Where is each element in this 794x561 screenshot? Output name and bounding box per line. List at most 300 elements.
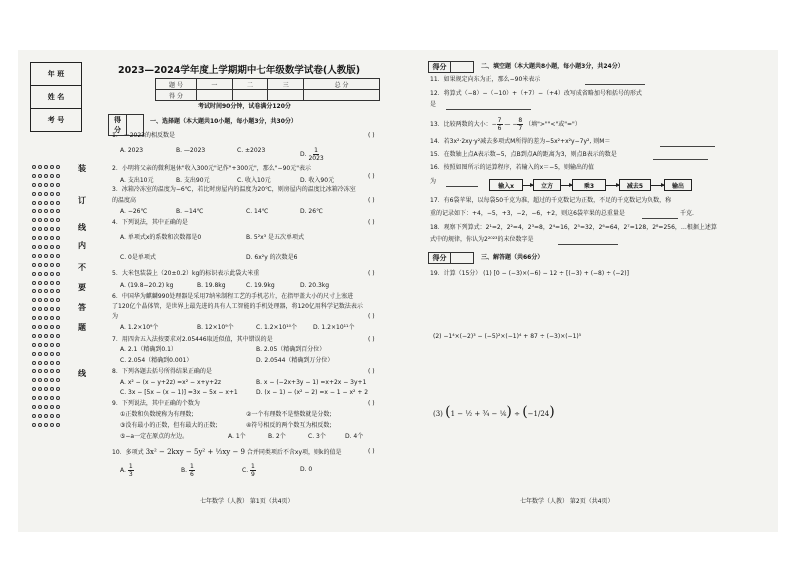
bubble-icon[interactable] — [32, 369, 36, 373]
q9-statement-3: ③没有最小的正数，但有最大的正数; — [120, 422, 218, 429]
bubble-icon[interactable] — [56, 209, 60, 213]
q17-answer-line[interactable] — [642, 218, 678, 219]
bubble-icon[interactable] — [50, 263, 54, 267]
q9-bracket[interactable]: ( ) — [368, 400, 375, 407]
q2-stem: 2．小明将父亲的微利退休"收入300元"记作"+300元"，那么"−90元"表示 — [112, 165, 311, 172]
q6-option-a: A. 1.2×10⁹个 — [120, 324, 159, 331]
bubble-icon[interactable] — [38, 218, 42, 222]
bubble-icon[interactable] — [50, 218, 54, 222]
q4-option-d: D. 6x²y 的次数是6 — [246, 254, 298, 261]
bubble-icon[interactable] — [38, 254, 42, 258]
q18-answer-line[interactable] — [558, 244, 618, 245]
bubble-icon[interactable] — [44, 236, 48, 240]
bubble-icon[interactable] — [50, 245, 54, 249]
bubble-row — [32, 316, 62, 320]
bubble-icon[interactable] — [32, 325, 36, 329]
class-field[interactable]: 年 班 — [31, 63, 81, 86]
score-cell[interactable] — [268, 90, 304, 101]
bubble-icon[interactable] — [50, 405, 54, 409]
bubble-icon[interactable] — [44, 192, 48, 196]
q10-c-label: C. — [242, 467, 249, 474]
bubble-icon[interactable] — [44, 201, 48, 205]
score-table — [155, 78, 380, 101]
score-row-label: 得 分 — [156, 90, 197, 101]
q19-part1: 19．计算（15分） (1) [0 − (−3)×(−6) − 12 ÷ [(−3) + (−8) ÷ (−2)] — [430, 270, 629, 277]
q6-bracket[interactable]: ( ) — [368, 313, 375, 320]
q17-stem: 17．有6袋苹果，以每袋50千克为准，超过的千克数记为正数，不足的千克数记为负数，称 — [430, 197, 672, 204]
q8-bracket[interactable]: ( ) — [368, 368, 375, 375]
section1-heading: 一、选择题（本大题共10小题，每小题3分，共30分） — [150, 118, 297, 125]
bubble-icon[interactable] — [50, 307, 54, 311]
bubble-icon[interactable] — [56, 227, 60, 231]
q9-stem: 9．下列说法，其中正确的个数为 — [112, 400, 200, 407]
bubble-icon[interactable] — [56, 263, 60, 267]
bubble-icon[interactable] — [56, 218, 60, 222]
bubble-row — [32, 201, 62, 205]
bubble-icon[interactable] — [50, 165, 54, 169]
bubble-icon[interactable] — [44, 405, 48, 409]
bubble-icon[interactable] — [32, 245, 36, 249]
score-box-cell[interactable] — [451, 253, 474, 264]
q5-option-a: A. (19.8−20.2) kg — [120, 282, 174, 289]
q19-p3-last: −1/24 — [527, 410, 550, 418]
q6-option-b: B. 12×10⁹个 — [197, 324, 234, 331]
bubble-row — [32, 369, 62, 373]
bubble-icon[interactable] — [38, 387, 42, 391]
bubble-icon[interactable] — [44, 423, 48, 427]
bubble-row — [32, 396, 62, 400]
bubble-icon[interactable] — [32, 289, 36, 293]
q7-stem: 7．用四舍五入法按要求对2.05446取近似值，其中错误的是 — [112, 336, 273, 343]
bubble-icon[interactable] — [32, 236, 36, 240]
bubble-row — [32, 263, 62, 267]
bubble-icon[interactable] — [38, 174, 42, 178]
q4-bracket[interactable]: ( ) — [368, 219, 375, 226]
bubble-icon[interactable] — [38, 352, 42, 356]
bubble-row — [32, 405, 62, 409]
q16-answer-line[interactable] — [446, 186, 478, 187]
bubble-row — [32, 254, 62, 258]
bubble-icon[interactable] — [44, 387, 48, 391]
bubble-icon[interactable] — [32, 405, 36, 409]
bubble-icon[interactable] — [56, 414, 60, 418]
q19-part3 — [433, 403, 555, 423]
bubble-icon[interactable] — [56, 307, 60, 311]
section2-score-box — [428, 61, 474, 73]
bubble-icon[interactable] — [50, 201, 54, 205]
bubble-icon[interactable] — [56, 183, 60, 187]
bubble-row — [32, 183, 62, 187]
section2-heading: 二、填空题（本大题共8小题，每小题3分，共24分） — [481, 63, 624, 70]
flow-arrow — [561, 185, 572, 186]
bubble-row — [32, 334, 62, 338]
bubble-icon[interactable] — [50, 289, 54, 293]
bubble-icon[interactable] — [50, 272, 54, 276]
binding-char: 线 — [78, 223, 86, 232]
student-info-box — [30, 62, 82, 132]
binding-char: 要 — [78, 283, 86, 292]
bubble-icon[interactable] — [44, 209, 48, 213]
bubble-icon[interactable] — [32, 396, 36, 400]
bubble-icon[interactable] — [32, 334, 36, 338]
q3-option-d: D. 26℃ — [300, 208, 323, 215]
bubble-icon[interactable] — [50, 423, 54, 427]
section3-heading: 三、解答题（共66分） — [481, 254, 544, 261]
bubble-icon[interactable] — [32, 272, 36, 276]
name-field[interactable]: 姓 名 — [31, 86, 81, 109]
bubble-row — [32, 423, 62, 427]
bubble-row — [32, 289, 62, 293]
bubble-icon[interactable] — [56, 343, 60, 347]
bubble-icon[interactable] — [32, 192, 36, 196]
q8-option-b: B. x − (−2x+3y − 1) =x+2x − 3y+1 — [256, 379, 367, 386]
bubble-icon[interactable] — [44, 245, 48, 249]
q5-bracket[interactable]: ( ) — [368, 270, 375, 277]
bubble-icon[interactable] — [44, 165, 48, 169]
bubble-icon[interactable] — [56, 325, 60, 329]
q13-f1-num: 7 — [497, 117, 502, 124]
bubble-icon[interactable] — [38, 307, 42, 311]
bubble-icon[interactable] — [38, 343, 42, 347]
q10-c-frac — [250, 463, 256, 478]
bubble-icon[interactable] — [44, 316, 48, 320]
bubble-icon[interactable] — [32, 361, 36, 365]
bubble-icon[interactable] — [44, 298, 48, 302]
bubble-icon[interactable] — [50, 316, 54, 320]
binding-char: 不 — [78, 263, 86, 272]
q13-f2-den: 7 — [518, 125, 523, 132]
bubble-icon[interactable] — [38, 369, 42, 373]
q13-hint: （填">""<"或"="） — [525, 121, 581, 128]
q10-option-c — [242, 463, 256, 478]
q13-lead: 13．比较两数的大小：− — [430, 121, 497, 128]
bubble-icon[interactable] — [44, 325, 48, 329]
bubble-icon[interactable] — [32, 423, 36, 427]
bubble-icon[interactable] — [32, 414, 36, 418]
bubble-row — [32, 307, 62, 311]
q5-stem: 5．大米包装袋上（20±0.2）kg的标识表示此袋大米重 — [112, 270, 260, 277]
bubble-icon[interactable] — [50, 236, 54, 240]
q10-stem — [112, 448, 341, 457]
q10-option-d: D. 0 — [300, 466, 313, 473]
bubble-icon[interactable] — [38, 201, 42, 205]
bubble-icon[interactable] — [44, 378, 48, 382]
bubble-icon[interactable] — [56, 352, 60, 356]
score-box-cell[interactable] — [451, 62, 474, 73]
bubble-icon[interactable] — [32, 298, 36, 302]
q7-option-c: C. 2.054（精确到0.001） — [120, 357, 193, 364]
q8-option-a: A. x² − (x − y+2z) =x² − x+y+2z — [120, 379, 222, 386]
bubble-icon[interactable] — [50, 298, 54, 302]
bubble-icon[interactable] — [38, 263, 42, 267]
paren-right-icon: ) — [506, 404, 512, 420]
bubble-icon[interactable] — [44, 218, 48, 222]
bubble-icon[interactable] — [32, 352, 36, 356]
bubble-icon[interactable] — [44, 369, 48, 373]
q15-stem: 15．在数轴上点A表示数−5，点B到点A的距离为3，则点B表示的数是 — [430, 151, 617, 158]
answer-bubble-grid — [32, 165, 62, 427]
bubble-icon[interactable] — [32, 263, 36, 267]
bubble-icon[interactable] — [50, 361, 54, 365]
q2-bracket[interactable]: ( ) — [368, 173, 375, 180]
score-header: 一 — [197, 79, 233, 90]
bubble-icon[interactable] — [44, 414, 48, 418]
bubble-icon[interactable] — [56, 405, 60, 409]
bubble-icon[interactable] — [56, 396, 60, 400]
bubble-row — [32, 227, 62, 231]
bubble-icon[interactable] — [32, 254, 36, 258]
bubble-icon[interactable] — [44, 183, 48, 187]
q7-option-a: A. 2.1（精确到0.1） — [120, 346, 177, 353]
q10-a-frac — [128, 463, 134, 478]
bubble-icon[interactable] — [50, 369, 54, 373]
q17-unit: 千克. — [680, 210, 694, 217]
q15-answer-line[interactable] — [653, 159, 708, 160]
bubble-icon[interactable] — [38, 227, 42, 231]
bubble-row — [32, 361, 62, 365]
exam-title: 2023—2024学年度上学期期中七年级数学试卷(人教版) — [118, 65, 361, 76]
bubble-icon[interactable] — [32, 165, 36, 169]
bubble-icon[interactable] — [44, 334, 48, 338]
bubble-icon[interactable] — [38, 192, 42, 196]
bubble-icon[interactable] — [50, 281, 54, 285]
bubble-icon[interactable] — [32, 316, 36, 320]
bubble-icon[interactable] — [44, 281, 48, 285]
bubble-icon[interactable] — [44, 263, 48, 267]
bubble-icon[interactable] — [56, 423, 60, 427]
q13-f2-num: 8 — [518, 117, 523, 124]
bubble-icon[interactable] — [56, 361, 60, 365]
bubble-icon[interactable] — [50, 227, 54, 231]
bubble-icon[interactable] — [56, 289, 60, 293]
bubble-icon[interactable] — [50, 352, 54, 356]
bubble-icon[interactable] — [32, 281, 36, 285]
bubble-icon[interactable] — [32, 174, 36, 178]
bubble-icon[interactable] — [44, 174, 48, 178]
bubble-icon[interactable] — [32, 183, 36, 187]
bubble-icon[interactable] — [44, 343, 48, 347]
q9-statement-2: ②一个有理数不是整数就是分数; — [246, 411, 332, 418]
q1-frac-den: 2023 — [308, 155, 324, 162]
q9-option-a: A. 1个 — [228, 433, 246, 440]
binding-char: 订 — [78, 196, 86, 205]
bubble-icon[interactable] — [38, 165, 42, 169]
bubble-icon[interactable] — [32, 227, 36, 231]
bubble-icon[interactable] — [44, 352, 48, 356]
flow-cube: 立方 — [533, 179, 561, 191]
bubble-icon[interactable] — [56, 165, 60, 169]
bubble-icon[interactable] — [50, 209, 54, 213]
bubble-icon[interactable] — [56, 245, 60, 249]
bubble-icon[interactable] — [38, 325, 42, 329]
bubble-icon[interactable] — [56, 387, 60, 391]
q3-option-c: C. 14℃ — [246, 208, 269, 215]
bubble-icon[interactable] — [56, 201, 60, 205]
bubble-icon[interactable] — [44, 289, 48, 293]
bubble-icon[interactable] — [50, 396, 54, 400]
bubble-icon[interactable] — [38, 414, 42, 418]
q9-option-d: D. 4个 — [345, 433, 364, 440]
bubble-icon[interactable] — [44, 361, 48, 365]
q12-stem-cont: 是 — [430, 101, 437, 108]
score-cell[interactable] — [232, 90, 268, 101]
bubble-icon[interactable] — [38, 245, 42, 249]
bubble-icon[interactable] — [50, 325, 54, 329]
q19-p3-expr: 1 − ½ + ¾ − ⅙ — [450, 410, 507, 418]
bubble-row — [32, 192, 62, 196]
q3-option-b: B. −14℃ — [176, 208, 204, 215]
binding-char: 线 — [78, 369, 86, 378]
bubble-icon[interactable] — [38, 209, 42, 213]
bubble-icon[interactable] — [56, 298, 60, 302]
bubble-icon[interactable] — [56, 236, 60, 240]
binding-char: 内 — [78, 241, 86, 250]
bubble-icon[interactable] — [38, 289, 42, 293]
bubble-icon[interactable] — [38, 236, 42, 240]
bubble-icon[interactable] — [38, 183, 42, 187]
q3-bracket[interactable]: ( ) — [368, 197, 375, 204]
bubble-icon[interactable] — [56, 192, 60, 196]
bubble-icon[interactable] — [38, 281, 42, 285]
bubble-icon[interactable] — [32, 387, 36, 391]
bubble-icon[interactable] — [50, 334, 54, 338]
bubble-icon[interactable] — [32, 201, 36, 205]
q10-bracket[interactable]: ( ) — [368, 448, 375, 455]
q5-option-d: D. 20.3kg — [300, 282, 330, 289]
q9-statement-5: ⑤−a一定在原点的左边。 — [120, 433, 189, 440]
q11-answer-line[interactable] — [585, 84, 645, 85]
q4-option-b: B. 5²x³ 是五次单项式 — [246, 234, 305, 241]
bubble-icon[interactable] — [38, 405, 42, 409]
q9-statement-1: ①正数和负数统称为有理数; — [120, 411, 194, 418]
bubble-icon[interactable] — [56, 174, 60, 178]
q10-lead: 10．多项式 — [112, 449, 144, 456]
bubble-row — [32, 387, 62, 391]
q13-frac-2 — [517, 117, 523, 132]
bubble-row — [32, 414, 62, 418]
q13-f1-den: 6 — [497, 125, 502, 132]
bubble-icon[interactable] — [32, 218, 36, 222]
bubble-icon[interactable] — [44, 254, 48, 258]
q8-stem: 8．下列各题去括号所得结果正确的是 — [112, 368, 212, 375]
q11-stem: 11．如果规定向东为正，那么−90米表示 — [430, 76, 541, 83]
bubble-icon[interactable] — [38, 272, 42, 276]
q6-option-d: D. 1.2×10¹¹个 — [313, 324, 355, 331]
bubble-icon[interactable] — [38, 396, 42, 400]
section3-score-box — [428, 252, 474, 264]
bubble-icon[interactable] — [38, 334, 42, 338]
bubble-icon[interactable] — [32, 307, 36, 311]
bubble-icon[interactable] — [50, 343, 54, 347]
bubble-icon[interactable] — [50, 183, 54, 187]
q10-b-num: 1 — [189, 463, 194, 470]
bubble-row — [32, 272, 62, 276]
q10-a-den: 3 — [128, 471, 133, 478]
bubble-row — [32, 325, 62, 329]
q10-expression: 3x² − 2kxy − 5y² + ⅓xy − 9 — [145, 448, 245, 456]
bubble-row — [32, 165, 62, 169]
flow-subtract: 减去5 — [619, 179, 651, 191]
score-header: 总 分 — [304, 79, 380, 90]
q2-option-b: B. 支出90元 — [176, 177, 210, 184]
flow-input: 输入x — [489, 179, 523, 191]
bubble-icon[interactable] — [50, 378, 54, 382]
q10-option-b — [181, 463, 195, 478]
bubble-icon[interactable] — [56, 378, 60, 382]
bubble-icon[interactable] — [56, 369, 60, 373]
bubble-icon[interactable] — [38, 423, 42, 427]
bubble-icon[interactable] — [32, 378, 36, 382]
q9-option-c: C. 3个 — [308, 433, 326, 440]
q7-bracket[interactable]: ( ) — [368, 336, 375, 343]
q3-option-a: A. −26℃ — [120, 208, 148, 215]
q1-stem: 1． －2023的相反数是 — [112, 132, 175, 139]
q4-option-a: A. 单项式x的系数和次数都是0 — [120, 234, 202, 241]
bubble-icon[interactable] — [44, 307, 48, 311]
q12-answer-line[interactable] — [446, 109, 531, 110]
q14-answer-line[interactable] — [660, 146, 715, 147]
bubble-icon[interactable] — [38, 298, 42, 302]
q4-stem: 4．下列说法，其中正确的是 — [112, 219, 188, 226]
score-header: 二 — [232, 79, 268, 90]
score-box-label: 得分 — [429, 62, 451, 73]
bubble-icon[interactable] — [56, 316, 60, 320]
bubble-icon[interactable] — [56, 272, 60, 276]
q10-condition: 合并同类项后不含xy项，则k的值是 — [246, 449, 342, 456]
q18-stem: 18．观察下列算式：2¹=2，2²=4，2³=8，2⁴=16，2⁵=32，2⁶=64，2⁷=128，2⁸=256，…根据上述算 — [430, 224, 717, 231]
bubble-icon[interactable] — [56, 334, 60, 338]
q13-blank[interactable]: — — [504, 121, 511, 128]
bubble-icon[interactable] — [44, 272, 48, 276]
q1-bracket[interactable]: ( ) — [368, 132, 375, 139]
bubble-icon[interactable] — [32, 209, 36, 213]
q6-stem-cont: 了120亿个晶体管，是世界上最先进的具有人工智能的手机处理器，将120亿用科学记数法表示 — [112, 303, 363, 310]
q8-option-d: D. (x − 1) − (x² − 2) =x − 1 − x² + 2 — [256, 389, 369, 396]
bubble-icon[interactable] — [56, 254, 60, 258]
bubble-icon[interactable] — [56, 281, 60, 285]
q14-stem: 14．若3x²·2xy·y²减去多项式M所得的差为−5x²+x²y−7y², 则M＝ — [430, 138, 611, 145]
q16-stem: 16．按照如图所示的运算程序，若输入的x＝−5，则输出的值 — [430, 164, 595, 171]
score-box-label: 得分 — [429, 253, 451, 264]
q1-option-d — [300, 147, 324, 162]
q9-option-b: B. 2个 — [268, 433, 286, 440]
bubble-icon[interactable] — [50, 414, 54, 418]
q5-option-c: C. 19.9kg — [246, 282, 275, 289]
bubble-icon[interactable] — [38, 316, 42, 320]
footer-right: 七年数学（人教） 第2页（共4页） — [520, 498, 614, 505]
paren-right-icon: ) — [549, 404, 555, 420]
bubble-icon[interactable] — [32, 343, 36, 347]
score-header: 三 — [268, 79, 304, 90]
exam-number-field[interactable]: 考 号 — [47, 116, 65, 124]
bubble-row — [32, 281, 62, 285]
bubble-icon[interactable] — [50, 174, 54, 178]
bubble-icon[interactable] — [38, 378, 42, 382]
bubble-row — [32, 343, 62, 347]
bubble-icon[interactable] — [44, 396, 48, 400]
bubble-icon[interactable] — [44, 227, 48, 231]
bubble-icon[interactable] — [50, 192, 54, 196]
bubble-icon[interactable] — [50, 387, 54, 391]
bubble-icon[interactable] — [38, 361, 42, 365]
score-cell[interactable] — [197, 90, 233, 101]
bubble-icon[interactable] — [50, 254, 54, 258]
score-cell[interactable] — [304, 90, 380, 101]
q10-c-den: 9 — [251, 471, 255, 478]
q13-stem: 13．比较两数的大小：− $\frac{7}{6}$ — − $\frac{8}{7}$ （填">""<"或"="） — [430, 117, 581, 132]
q1-option-a: A. 2023 — [120, 147, 144, 154]
q1-frac-num: 1 — [314, 147, 318, 154]
